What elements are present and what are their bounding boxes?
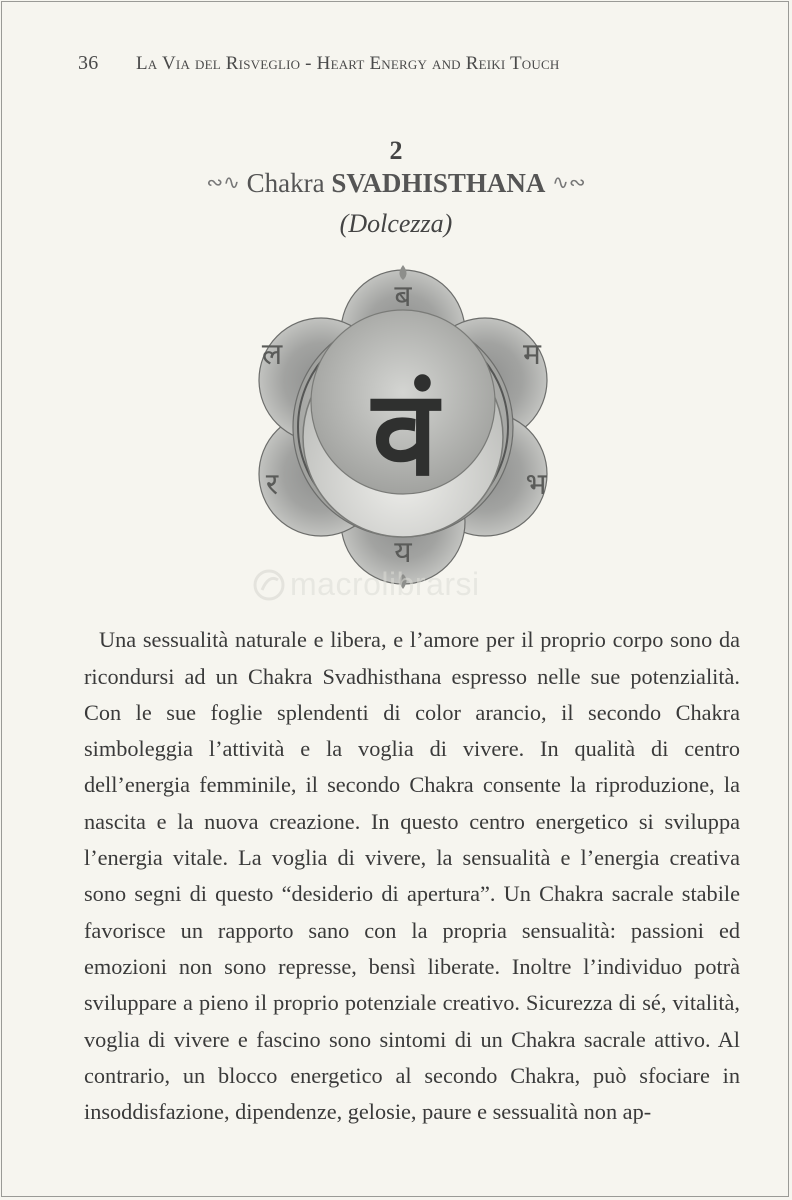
running-title: La Via del Risveglio - Heart Energy and Reiki Touch	[136, 53, 560, 74]
petal-syllable-upper-left: ल	[261, 337, 283, 372]
chapter-title-name: SVADHISTHANA	[331, 168, 546, 198]
petal-syllable-upper-right: म	[523, 337, 541, 372]
body-paragraph: Una sessualità naturale e libera, e l’amore per il proprio corpo sono da ricondursi ad un Chakra Svadhisthana espresso nelle sue potenzialità. Con le sue foglie splendenti di color arancio, il secondo Chakra simboleggia l’attività e la voglia di vivere. In qualità di centro dell’energia femminile, il secondo Chakra consente la riproduzione, la nascita e la nuova creazione. In questo centro energetico si sviluppa l’energia vitale. La voglia di vivere, la sensualità e l’energia creativa sono segni di questo “desiderio di apertura”. Un Chakra sacrale stabile favorisce un rapporto sano con la propria sensualità: passioni ed emozioni non sono represse, bensì liberate. Inoltre l’individuo potrà sviluppare a pieno il proprio potenziale creativo. Sicurezza di sé, vitalità, voglia di vivere e fascino sono sintomi di un Chakra sacrale attivo. Al contrario, un blocco energetico al secondo Chakra, può sfociare in insoddisfazione, dipendenze, gelosie, paure e sessualità non ap-	[84, 627, 740, 1125]
watermark-logo-icon	[252, 568, 286, 602]
chapter-subtitle: (Dolcezza)	[339, 209, 453, 238]
svadhisthana-chakra-symbol	[238, 262, 568, 592]
petal-syllable-lower-left: र	[265, 467, 279, 502]
petal-syllable-bottom: य	[394, 535, 412, 570]
running-header	[78, 52, 559, 75]
left-flourish-icon: ∾∿	[206, 172, 240, 194]
petal-syllable-top: ब	[394, 279, 412, 314]
watermark	[252, 566, 480, 603]
chapter-number: 2	[389, 136, 403, 165]
watermark-text: macrolibrarsi	[290, 566, 480, 602]
chapter-title	[0, 168, 792, 199]
chapter-title-prefix: Chakra	[246, 168, 325, 198]
right-flourish-icon: ∿∾	[552, 172, 586, 194]
page-number: 36	[78, 52, 99, 74]
bija-mantra-vam: वं	[372, 364, 438, 502]
petal-syllable-lower-right: भ	[525, 467, 547, 502]
